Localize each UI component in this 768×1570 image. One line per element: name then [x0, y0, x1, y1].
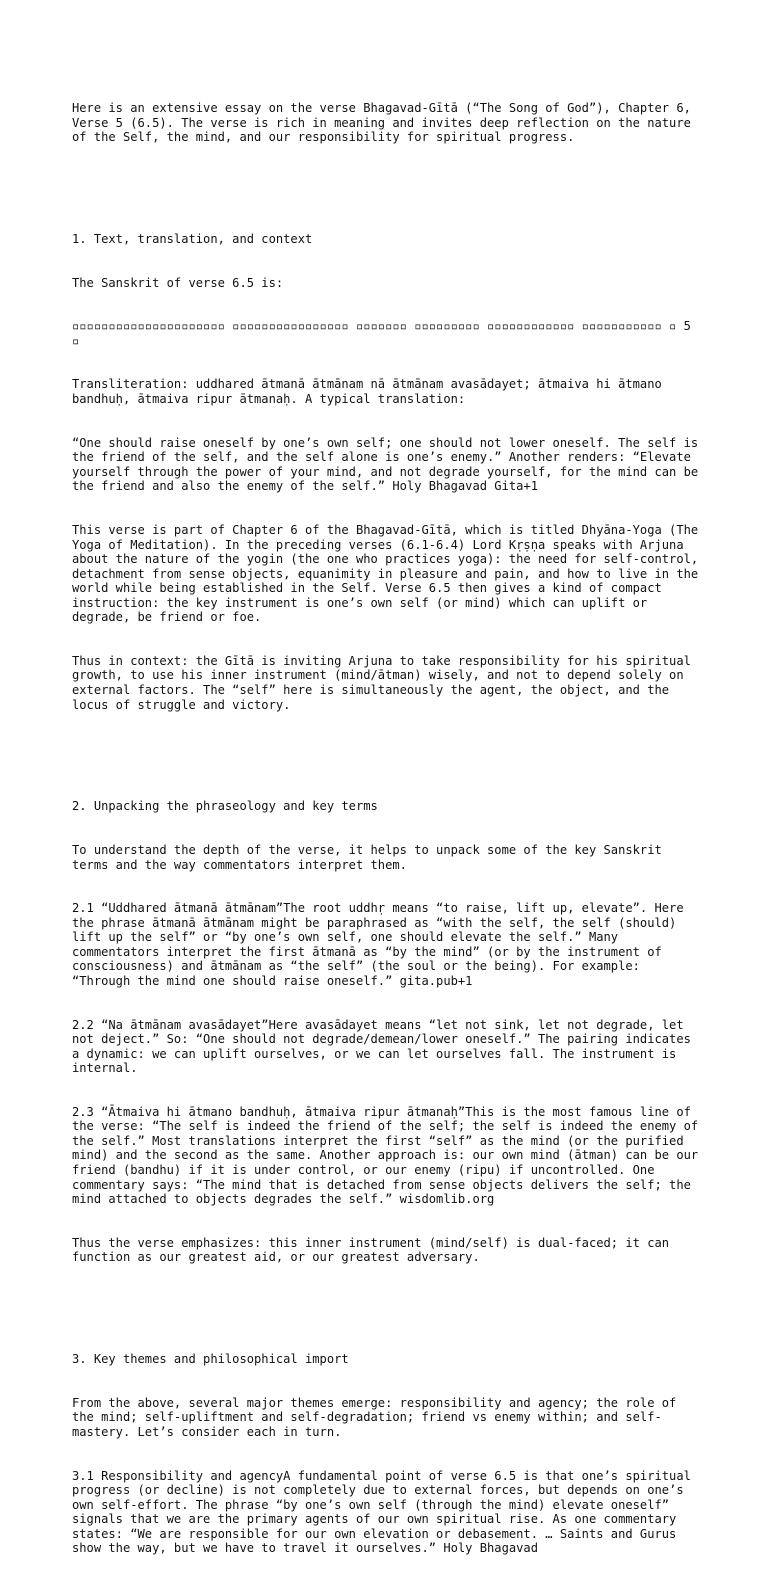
- section-3-line: From the above, several major themes emerge: responsibility and agency; the role of the mind; self-upliftment and self-degradation; friend vs enemy within; and self-mastery. Let’s consider each in turn.: [72, 1395, 684, 1439]
- paragraph-gap: [72, 174, 702, 189]
- section-2-line: 2.2 “Na ātmānam avasādayet”Here avasādayet means “let not sink, let not degrade, let not deject.” So: “One should not degrade/demean/lower oneself.” The pairing indicates a dynamic: we can uplift ourselves, or we can let ourselves fall. The instrument is internal.: [72, 1017, 699, 1076]
- paragraph-gap: [72, 741, 702, 756]
- section-1-line: Thus in context: the Gītā is inviting Arjuna to take responsibility for his spiritual growth, to use his inner instrument (mind/ātman) wisely, and not to depend solely on external factors. The “self” here is simultaneously the agent, the object, and the locus of struggle and victory.: [72, 653, 699, 712]
- section-1-line: This verse is part of Chapter 6 of the Bhagavad-Gītā, which is titled Dhyāna-Yoga (The Yoga of Meditation). In the preceding verses (6.1-6.4) Lord Kṛṣṇa speaks with Arjuna about the nature of the yogin (the one who practices yoga): the need for self-control, detachment from sense objects, equanimity in pleasure and pain, and how to live in the world while being established in the Self. Verse 6.5 then gives a kind of compact instruction: the key instrument is one’s own self (or mind) which can uplift or degrade, be friend or foe.: [72, 522, 706, 625]
- section-1-line: Transliteration: uddhared ātmanā ātmānam nā ātmānam avasādayet; ātmaiva hi ātmano bandhuḥ, ātmaiva ripur ātmanaḥ. A typical translation:: [72, 377, 670, 407]
- section-1-line: “One should raise oneself by one’s own self; one should not lower oneself. The self is the friend of the self, and the self alone is one’s enemy.” Another renders: “Elevate yourself through the power of your mind, and not degrade yourself, for the mind can be the friend and also the enemy of the self.” Holy Bhagavad Gita+1: [72, 435, 706, 494]
- section-3-heading: 3. Key themes and philosophical import: [72, 1352, 349, 1367]
- sanskrit-verse: ▫▫▫▫▫▫▫▫▫▫▫▫▫▫▫▫▫▫▫▫▫ ▫▫▫▫▫▫▫▫▫▫▫▫▫▫▫▫ ▫▫▫▫▫▫▫ ▫▫▫▫▫▫▫▫▫ ▫▫▫▫▫▫▫▫▫▫▫▫ ▫▫▫▫▫▫▫▫▫▫▫ ▫ 5 ▫: [72, 319, 699, 348]
- document-page: [72, 72, 706, 1570]
- section-1-line: The Sanskrit of verse 6.5 is:: [72, 275, 284, 290]
- section-2-line: 2.3 “Ātmaiva hi ātmano bandhuḥ, ātmaiva ripur ātmanaḥ”This is the most famous line of the verse: “The self is indeed the friend of the self; the self is indeed the enemy of the self.” Most translations interpret the first “self” as the mind (or the purified mind) and the second as the same. Another approach is: our own mind (ātman) can be our friend (bandhu) if it is under control, or our enemy (ripu) if uncontrolled. One commentary says: “The mind that is detached from sense objects delivers the self; the mind attached to objects degrades the self.” wisdomlib.org: [72, 1104, 706, 1207]
- section-2-line: 2.1 “Uddhared ātmanā ātmānam”The root uddhṛ means “to raise, lift up, elevate”. Here the phrase ātmanā ātmānam might be paraphrased as “with the self, the self (should) lift up the self” or “by one’s own self, one should elevate the self.” Many commentators interpret the first ātmanā as “by the mind” (or by the instrument of consciousness) and ātmānam as “the self” (the soul or the being). For example: “Through the mind one should raise oneself.” gita.pub+1: [72, 901, 691, 988]
- intro-paragraph: Here is an extensive essay on the verse Bhagavad-Gītā (“The Song of God”), Chapter 6, Verse 5 (6.5). The verse is rich in meaning and invites deep reflection on the nature of the Self, the mind, and our responsibility for spiritual progress.: [72, 101, 699, 145]
- section-2-heading: 2. Unpacking the phraseology and key terms: [72, 799, 378, 814]
- section-1-heading: 1. Text, translation, and context: [72, 232, 313, 247]
- paragraph-gap: [72, 1294, 702, 1309]
- section-2-line: To understand the depth of the verse, it helps to unpack some of the key Sanskrit terms and the way commentators interpret them.: [72, 842, 670, 872]
- section-2-line: Thus the verse emphasizes: this inner instrument (mind/self) is dual-faced; it can function as our greatest aid, or our greatest adversary.: [72, 1235, 677, 1265]
- section-3-line: 3.1 Responsibility and agencyA fundamental point of verse 6.5 is that one’s spiritual progress (or decline) is not completely due to external forces, but depends on one’s own self-effort. The phrase “by one’s own self (through the mind) elevate oneself” signals that we are the primary agents of our own spiritual rise. As one commentary states: “We are responsible for our own elevation or debasement. … Saints and Gurus show the way, but we have to travel it ourselves.” Holy Bhagavad: [72, 1468, 699, 1556]
